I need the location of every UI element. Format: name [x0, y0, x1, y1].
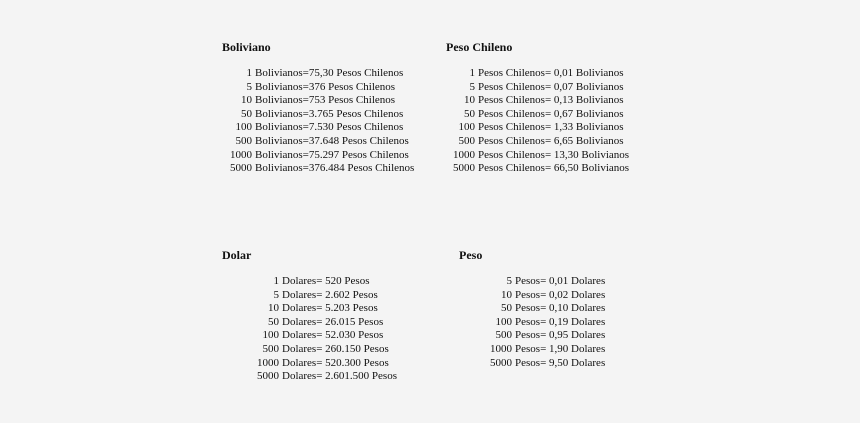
amount: 500	[235, 134, 252, 147]
conversion-row	[446, 135, 629, 149]
converted-value: = 66,50 Bolivianos	[544, 162, 630, 175]
conversion-row	[459, 357, 605, 371]
conversion-row	[222, 135, 414, 149]
converted-value: =376 Pesos Chilenos	[302, 80, 396, 93]
conversion-row	[459, 343, 605, 357]
conversion-row	[222, 370, 397, 384]
amount: 5000	[453, 162, 475, 175]
peso-chileno-heading: Peso Chileno	[446, 40, 513, 54]
conversion-row	[222, 108, 414, 122]
currency-unit: Dolares	[282, 288, 317, 301]
amount: 5	[469, 80, 475, 93]
currency-unit: Bolivianos	[255, 121, 303, 134]
conversion-row	[222, 121, 414, 135]
currency-unit: Pesos Chilenos	[478, 162, 545, 175]
conversion-row	[446, 108, 629, 122]
currency-unit: Pesos Chilenos	[478, 121, 545, 134]
currency-unit: Dolares	[282, 342, 317, 355]
converted-value: =753 Pesos Chilenos	[302, 94, 396, 107]
currency-unit: Bolivianos	[255, 148, 303, 161]
amount: 1000	[490, 342, 512, 355]
converted-value: = 0,02 Dolares	[540, 288, 606, 301]
converted-value: =3.765 Pesos Chilenos	[302, 107, 404, 120]
amount: 1000	[453, 148, 475, 161]
boliviano-conversion-list	[222, 67, 414, 176]
converted-value: =376.484 Pesos Chilenos	[302, 162, 415, 175]
amount: 5000	[257, 370, 279, 383]
amount: 1000	[257, 356, 279, 369]
converted-value: = 26.015 Pesos	[316, 315, 384, 328]
currency-unit: Bolivianos	[255, 107, 303, 120]
conversion-row	[446, 149, 629, 163]
conversion-row	[446, 162, 629, 176]
converted-value: = 6,65 Bolivianos	[544, 134, 624, 147]
amount: 500	[495, 329, 512, 342]
converted-value: = 0,67 Bolivianos	[544, 107, 624, 120]
peso-chileno-conversion-list	[446, 67, 629, 176]
currency-unit: Pesos	[515, 329, 541, 342]
currency-unit: Pesos	[515, 275, 541, 287]
conversion-row	[459, 329, 605, 343]
conversion-row	[222, 94, 414, 108]
converted-value: = 2.601.500 Pesos	[316, 370, 397, 383]
currency-unit: Bolivianos	[255, 67, 303, 79]
converted-value: = 0,10 Dolares	[540, 302, 606, 315]
currency-unit: Dolares	[282, 275, 317, 287]
conversion-row	[222, 275, 397, 289]
amount: 1	[273, 275, 279, 287]
converted-value: = 0,07 Bolivianos	[544, 80, 624, 93]
boliviano-heading: Boliviano	[222, 40, 271, 54]
amount: 500	[262, 342, 279, 355]
amount: 50	[464, 107, 475, 120]
converted-value: = 13,30 Bolivianos	[544, 148, 630, 161]
amount: 1	[469, 67, 475, 79]
amount: 1	[246, 67, 252, 79]
converted-value: =75.297 Pesos Chilenos	[302, 148, 409, 161]
currency-unit: Bolivianos	[255, 162, 303, 175]
conversion-row	[222, 81, 414, 95]
currency-unit: Dolares	[282, 356, 317, 369]
conversion-row	[222, 289, 397, 303]
converted-value: = 52.030 Pesos	[316, 329, 384, 342]
converted-value: = 9,50 Dolares	[540, 356, 606, 369]
converted-value: = 0,13 Bolivianos	[544, 94, 624, 107]
currency-unit: Pesos Chilenos	[478, 107, 545, 120]
currency-unit: Pesos	[515, 342, 541, 355]
dolar-heading: Dolar	[222, 248, 252, 262]
amount: 100	[235, 121, 252, 134]
converted-value: = 520 Pesos	[316, 275, 370, 287]
conversion-row	[446, 67, 629, 81]
currency-unit: Bolivianos	[255, 80, 303, 93]
amount: 50	[268, 315, 279, 328]
converted-value: = 0,19 Dolares	[540, 315, 606, 328]
currency-unit: Pesos Chilenos	[478, 67, 545, 79]
currency-unit: Pesos Chilenos	[478, 148, 545, 161]
currency-unit: Bolivianos	[255, 134, 303, 147]
peso-conversion-list	[459, 275, 605, 370]
currency-unit: Dolares	[282, 315, 317, 328]
conversion-row	[459, 289, 605, 303]
currency-unit: Pesos	[515, 288, 541, 301]
currency-unit: Bolivianos	[255, 94, 303, 107]
currency-unit: Pesos Chilenos	[478, 134, 545, 147]
currency-unit: Dolares	[282, 302, 317, 315]
conversion-row	[222, 302, 397, 316]
amount: 50	[501, 302, 512, 315]
currency-unit: Pesos	[515, 315, 541, 328]
conversion-row	[222, 67, 414, 81]
amount: 10	[241, 94, 252, 107]
conversion-row	[446, 94, 629, 108]
currency-unit: Pesos Chilenos	[478, 94, 545, 107]
amount: 100	[262, 329, 279, 342]
dolar-conversion-list	[222, 275, 397, 384]
converted-value: =75,30 Pesos Chilenos	[302, 67, 404, 79]
amount: 100	[458, 121, 475, 134]
currency-unit: Pesos	[515, 356, 541, 369]
converted-value: = 1,33 Bolivianos	[544, 121, 624, 134]
amount: 5	[273, 288, 279, 301]
conversion-row	[446, 81, 629, 95]
amount: 500	[458, 134, 475, 147]
peso-heading: Peso	[459, 248, 483, 262]
currency-unit: Pesos	[515, 302, 541, 315]
amount: 5000	[230, 162, 252, 175]
conversion-row	[222, 343, 397, 357]
amount: 10	[464, 94, 475, 107]
currency-unit: Dolares	[282, 370, 317, 383]
converted-value: =7.530 Pesos Chilenos	[302, 121, 404, 134]
conversion-row	[222, 149, 414, 163]
amount: 5000	[490, 356, 512, 369]
conversion-row	[459, 275, 605, 289]
amount: 100	[495, 315, 512, 328]
currency-unit: Dolares	[282, 329, 317, 342]
converted-value: =37.648 Pesos Chilenos	[302, 134, 409, 147]
amount: 50	[241, 107, 252, 120]
converted-value: = 520.300 Pesos	[316, 356, 389, 369]
amount: 1000	[230, 148, 252, 161]
converted-value: = 0,01 Dolares	[540, 275, 606, 287]
amount: 10	[501, 288, 512, 301]
conversion-row	[446, 121, 629, 135]
conversion-row	[459, 302, 605, 316]
conversion-row	[222, 329, 397, 343]
converted-value: = 260.150 Pesos	[316, 342, 389, 355]
amount: 5	[246, 80, 252, 93]
converted-value: = 1,90 Dolares	[540, 342, 606, 355]
converted-value: = 5.203 Pesos	[316, 302, 378, 315]
amount: 5	[506, 275, 512, 287]
conversion-row	[459, 316, 605, 330]
conversion-row	[222, 357, 397, 371]
amount: 10	[268, 302, 279, 315]
converted-value: = 0,01 Bolivianos	[544, 67, 624, 79]
conversion-row	[222, 162, 414, 176]
converted-value: = 2.602 Pesos	[316, 288, 378, 301]
conversion-row	[222, 316, 397, 330]
currency-unit: Pesos Chilenos	[478, 80, 545, 93]
converted-value: = 0,95 Dolares	[540, 329, 606, 342]
